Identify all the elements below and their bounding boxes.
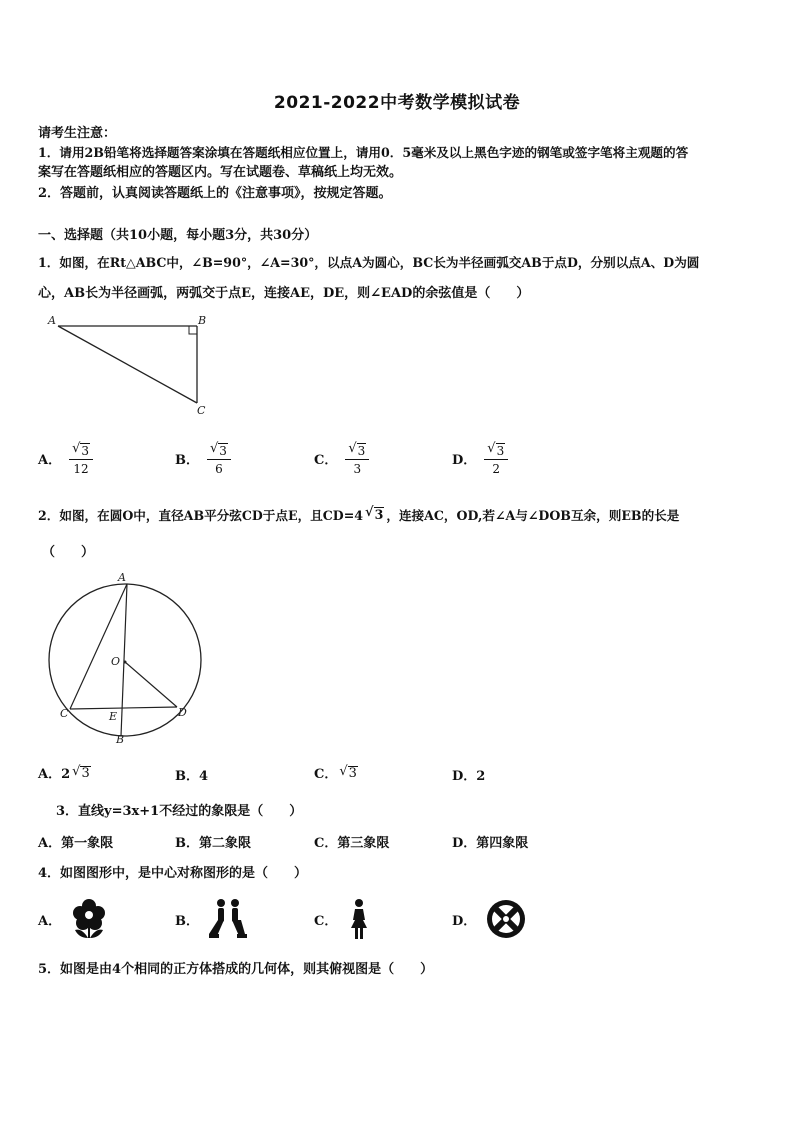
q4-option-a[interactable] (38, 898, 109, 940)
label-c: C (197, 404, 206, 417)
q4-option-d-label: D． (452, 913, 477, 929)
q1-option-c-label: C． (314, 453, 338, 468)
radicand: 3 (81, 766, 90, 781)
fraction: √ 3 2 (484, 440, 508, 477)
q2-stem-line-2: （ ） (42, 545, 95, 560)
denominator: 3 (353, 462, 362, 476)
section-heading: 一、选择题（共10小题，每小题3分，共30分） (38, 228, 318, 243)
label-o: O (111, 655, 121, 668)
q2-option-b-label: B．4 (175, 769, 209, 784)
chord-ac (70, 584, 127, 709)
q2-stem-part-a: 2．如图，在圆O中，直径AB平分弦CD于点E，且CD=4 (38, 508, 364, 523)
q1-option-b-label: B． (175, 453, 199, 468)
q4-option-c-label: C． (314, 913, 338, 929)
label-b: B (198, 314, 207, 327)
q3-option-c[interactable]: C．第三象限 (314, 836, 390, 851)
q1-option-c[interactable] (314, 440, 369, 477)
radicand: 3 (348, 766, 357, 781)
fraction: √ 3 12 (69, 440, 93, 477)
q3-option-b[interactable]: B．第二象限 (175, 836, 251, 851)
q4-option-a-label: A． (38, 913, 62, 929)
q2-option-d-label: D．2 (452, 769, 486, 784)
right-angle-mark (189, 326, 197, 334)
fraction: √ 3 3 (345, 440, 369, 477)
q4-option-b[interactable] (175, 898, 247, 940)
radicand: 3 (357, 444, 366, 458)
notice-heading: 请考生注意： (38, 126, 117, 141)
woman-icon (347, 898, 371, 940)
notice-line-2: 案写在答题纸相应的答题区内。写在试题卷、草稿纸上均无效。 (38, 165, 403, 180)
radicand: 3 (81, 444, 90, 458)
label-d: D (178, 706, 187, 719)
q2-circle-figure (40, 570, 210, 750)
q4-option-c[interactable] (314, 898, 371, 940)
q4-option-b-label: B． (175, 913, 199, 929)
notice-line-3: 2．答题前，认真阅读答题纸上的《注意事项》，按规定答题。 (38, 186, 392, 201)
q2-option-a[interactable]: A．2 √ 3 (38, 764, 90, 782)
label-b: B (116, 733, 125, 746)
q1-option-d-label: D． (452, 453, 477, 468)
q2-option-c[interactable]: C． √ 3 (314, 764, 357, 782)
label-e: E (109, 710, 118, 723)
segment-od (125, 662, 177, 707)
q3-option-d[interactable]: D．第四象限 (452, 836, 529, 851)
q4-stem: 4．如图图形中，是中心对称图形的是（ ） (38, 866, 308, 881)
q1-stem-line-1: 1．如图，在Rt△ABC中，∠B=90°，∠A=30°，以点A为圆心，BC长为半径画弧交AB于点D，分别以点A、D为圆 (38, 255, 700, 270)
label-c: C (60, 707, 69, 720)
radicand: 3 (496, 444, 505, 458)
q5-stem: 5．如图是由4个相同的正方体搭成的几何体，则其俯视图是（ ） (38, 962, 434, 977)
q2-stem-part-b: ，连接AC，OD,若∠A与∠DOB互余，则EB的长是 (386, 508, 680, 523)
q1-option-a-label: A． (38, 453, 62, 468)
q2-option-b[interactable] (175, 765, 208, 784)
chord-cd (70, 707, 177, 709)
q1-option-b[interactable] (175, 440, 231, 477)
fraction: √ 3 6 (207, 440, 231, 477)
denominator: 12 (73, 462, 89, 476)
q2-stem-line-1: 2．如图，在圆O中，直径AB平分弦CD于点E，且CD=4 √ 3 ，连接AC，OD,若∠A与∠DOB互余，则EB的长是 (38, 505, 680, 523)
q1-option-d[interactable] (452, 440, 508, 477)
denominator: 6 (215, 462, 223, 476)
label-a: A (118, 571, 126, 584)
notice-line-1: 1．请用2B铅笔将选择题答案涂填在答题纸相应位置上，请用0．5毫米及以上黑色字迹的钢笔或签字笔将主观题的答 (38, 145, 689, 160)
q2-option-d[interactable] (452, 765, 485, 784)
two-people-seated-icon (207, 898, 247, 940)
q1-triangle-figure (40, 308, 220, 418)
q2-option-a-label: A．2 (38, 767, 71, 782)
q1-option-a[interactable] (38, 440, 93, 477)
q4-option-d[interactable] (452, 898, 528, 940)
diameter-ab (121, 584, 127, 736)
denominator: 2 (492, 462, 501, 476)
q1-stem-line-2: 心，AB长为半径画弧，两弧交于点E，连接AE，DE，则∠EAD的余弦值是（ ） (38, 286, 530, 301)
q3-option-a[interactable]: A．第一象限 (38, 836, 114, 851)
q2-option-c-label: C． (314, 767, 338, 782)
q3-stem: 3．直线y=3x+1不经过的象限是（ ） (56, 804, 303, 819)
radicand: 3 (219, 444, 227, 458)
center-point (124, 661, 127, 664)
q2-stem-radicand: 3 (374, 507, 384, 522)
page-title: 2021-2022中考数学模拟试卷 (273, 93, 521, 113)
side-ac (58, 326, 197, 403)
flower-icon (69, 898, 109, 940)
ball-cross-icon (484, 898, 528, 940)
label-a: A (48, 314, 56, 327)
